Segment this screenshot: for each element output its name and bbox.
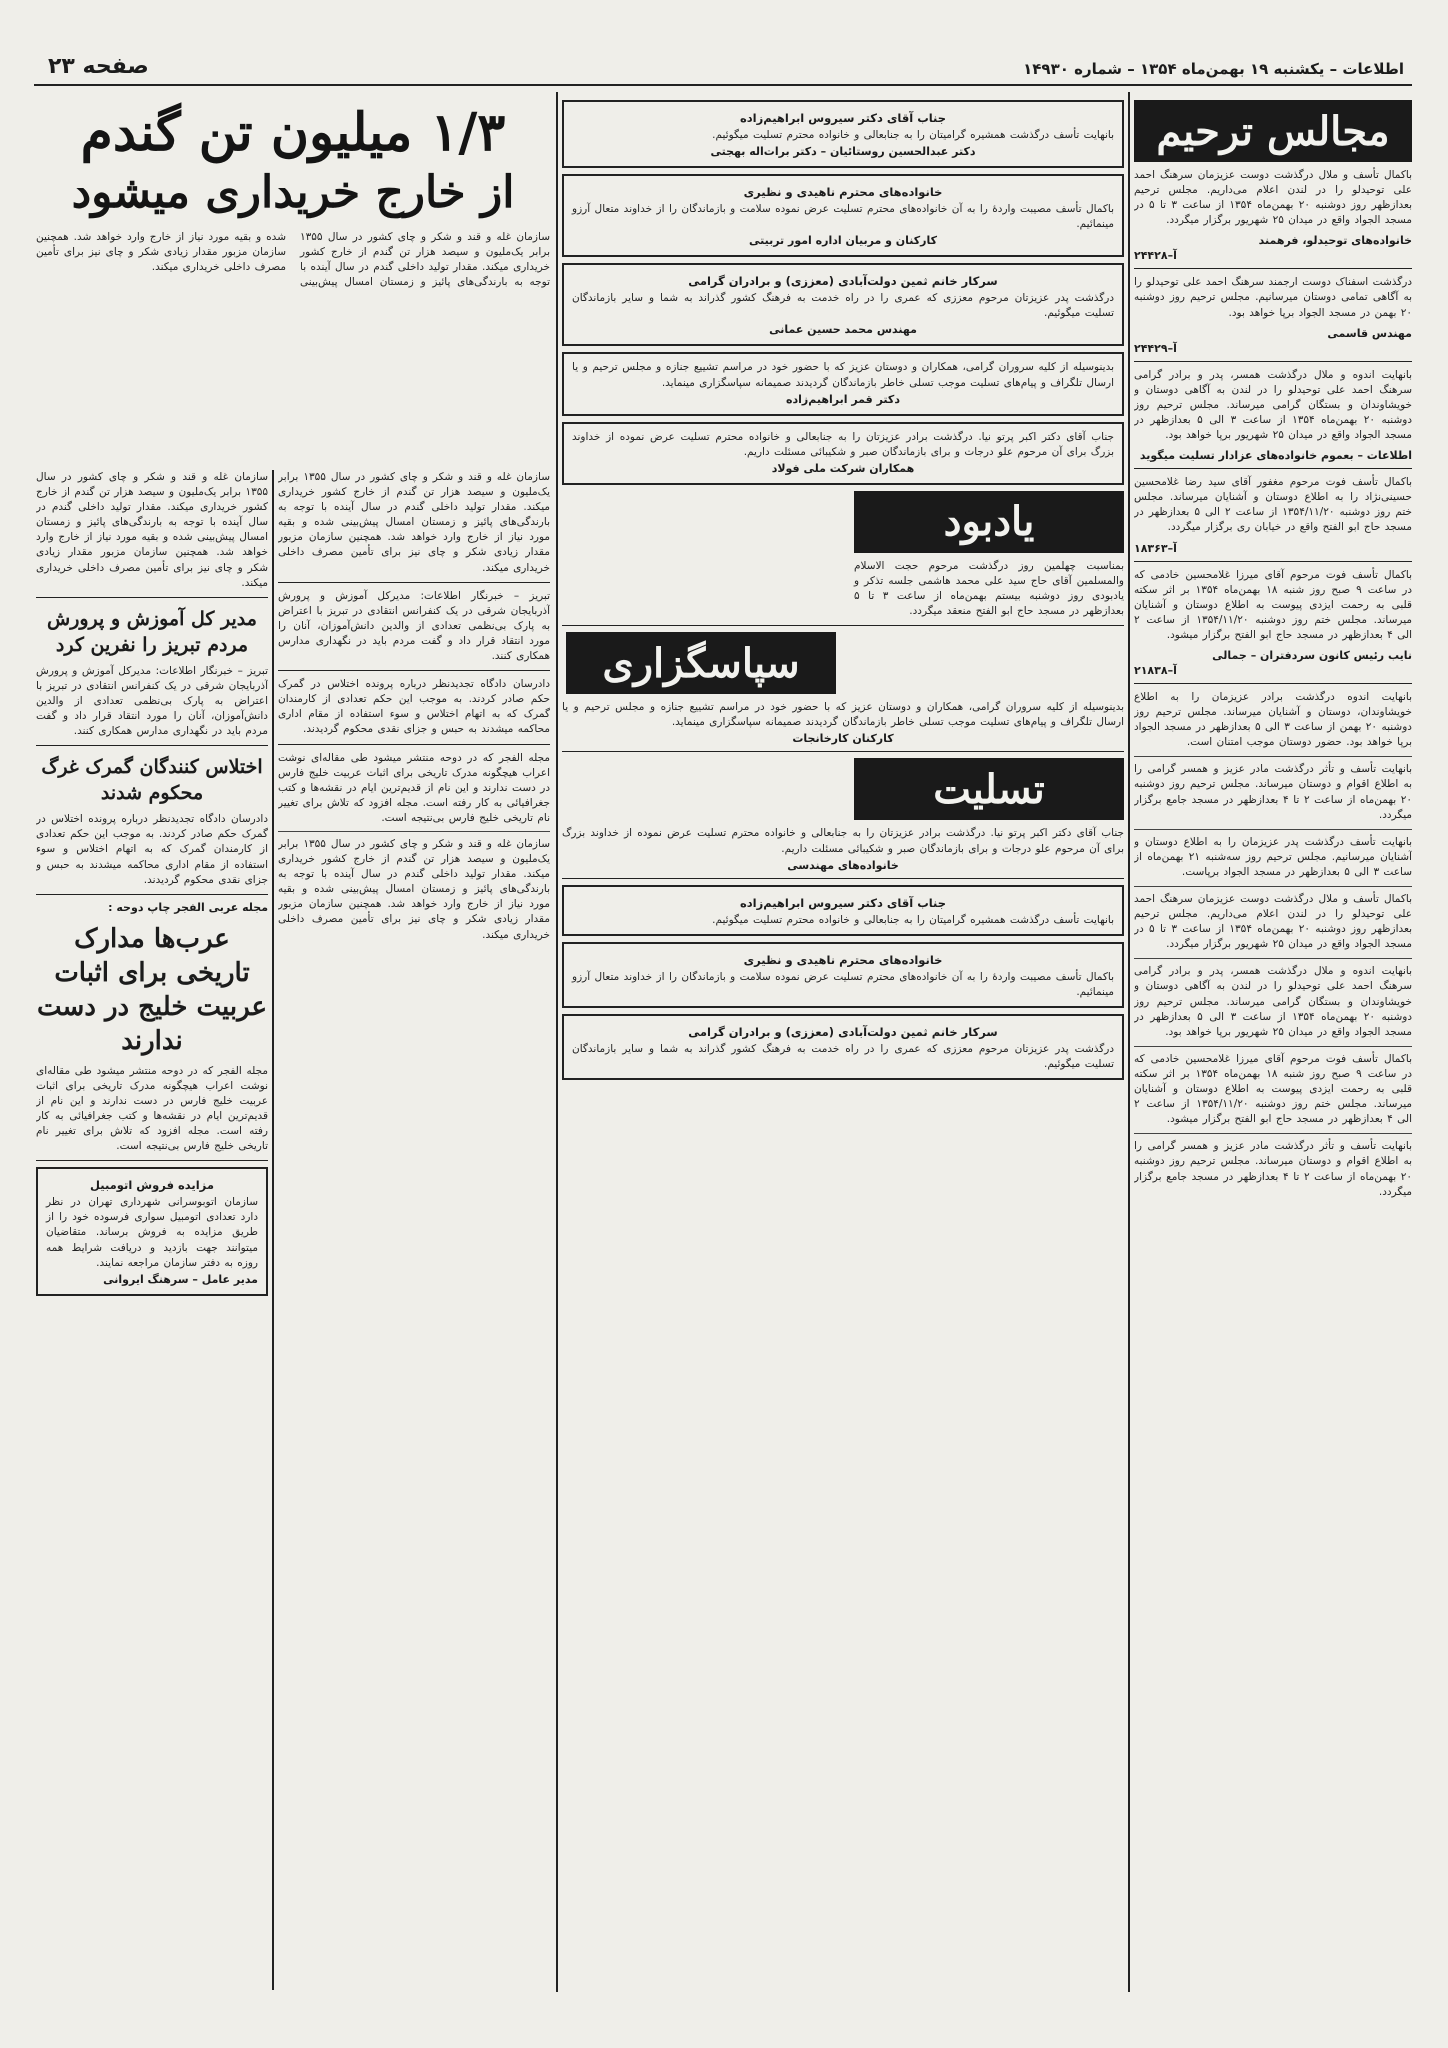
notice: بانهایت اندوه و ملال درگذشت همسر، پدر و برادر گرامی سرهنگ احمد علی توحیدلو را در لندن به آگاهی دوستان و خویشاوندان و بستگان گرامی میرساند. مجلس ترحیم روز دوشنبه ۲۰ بهمن‌ماه ۱۳۵۴ از ساعت ۳ الی ۵ بعدازظهر در مسجد الجواد واقع در میدان ۲۵ شهریور برپا خواهد بود. [1134,965,1412,1038]
obituaries-banner: مجالس ترحیم [1134,100,1412,162]
condolence-signature: خانواده‌های مهندسی [787,858,899,872]
notice: بانهایت اندوه درگذشت برادر عزیزمان را به اطلاع خویشاوندان، دوستان و آشنایان میرساند. مجلس ترحیم روز دوشنبه ۲۰ بهمن از ساعت ۳ الی ۵ بعدازظهر در مسجد الجواد برپا خواهد بود. حضور دوستان موجب امتنان است. [1134,690,1412,749]
divider [1134,683,1412,684]
box-body: درگذشت پدر عزیزتان مرحوم معززی که عمری را در راه خدمت به فرهنگ کشور گذراند به شما و سایر بازماندگان تسلیت میگوئیم. [572,292,1114,320]
main-headline-top: ۱/۳ میلیون تن گندم [80,102,506,163]
condolence-box [562,1014,1124,1080]
divider [36,597,268,598]
column-rule-right [1128,92,1130,1992]
condolence-box [562,422,1124,485]
customs-story: دادرسان دادگاه تجدیدنظر درباره پرونده اختلاس در گمرک حکم صادر کردند. به موجب این حکم تعدادی از کارمندان گمرک که به اتهام اختلاس و سوء استفاده از مقام اداری محاکمه میشدند به حبس و جزای نقدی محکوم گردیدند. [36,813,268,886]
thanks-text: بدینوسیله از کلیه سروران گرامی، همکاران و دوستان عزیز که با حضور خود در مراسم تشییع جنازه و مجلس ترحیم و یا ارسال تلگراف و پیام‌های تسلیت موجب تسلی خاطر بازماندگان گردیدند صمیمانه سپاسگزاری مینماید. [562,701,1124,729]
page-number: صفحه ۲۳ [48,54,149,79]
notice: بانهایت تأسف و تأثر درگذشت مادر عزیز و همسر گرامی را به اطلاع اقوام و دوستان میرساند. مجلس ترحیم روز دوشنبه ۲۰ بهمن‌ماه از ساعت ۲ تا ۴ بعدازظهر در مسجد جامع برگزار میگردد. [1134,763,1412,821]
notice: باکمال تأسف فوت مرحوم مغفور آقای سید رضا غلامحسین حسینی‌نژاد را به اطلاع دوستان و آشنایان میرساند. مجلس ختم روز دوشنبه ۱۳۵۴/۱۱/۲۰ از ساعت ۲ الی ۵ بعدازظهر در مسجد حاج ابو الفتح واقع در خیابان ری برگزار میگردد. [1134,476,1412,534]
box-signature: دکتر قمر ابراهیم‌زاده [786,392,900,406]
notice: باکمال تأسف فوت مرحوم آقای میرزا غلامحسین خادمی که در ساعت ۹ صبح روز شنبه ۱۸ بهمن‌ماه ۱۳۵۴ بر اثر سکته قلبی به رحمت ایزدی پیوست به اطلاع دوستان و آشنایان میرساند. مجلس ختم روز دوشنبه ۱۳۵۴/۱۱/۲۰ از ساعت ۲ الی ۴ بعدازظهر در مسجد حاج ابو الفتح برگزار میشود. [1134,1052,1412,1126]
ad-number: آ–۲۴۴۲۹ [1134,341,1177,355]
box-title: سرکار خانم ثمین دولت‌آبادی (معززی) و برادران گرامی [688,274,998,289]
divider [1134,268,1412,269]
box-body: درگذشت پدر عزیزتان مرحوم معززی که عمری را در راه خدمت به فرهنگ کشور گذراند به شما و سایر بازماندگان تسلیت میگوئیم. [572,1042,1114,1070]
condolence-box [562,174,1124,257]
box-body: باکمال تأسف مصیبت واردۀ را به آن خانواده‌های محترم تسلیت عرض نموده سلامت و بازماندگان را از خداوند متعال آرزو مینمائیم. [572,970,1114,998]
notice-signature: اطلاعات – بعموم خانواده‌های عزادار تسلیت میگوید [1139,449,1412,463]
ad-number: آ–۱۸۳۶۳ [1134,541,1177,555]
tabriz-headline: مدیر کل آموزش و پرورش مردم تبریز را نفرین کرد [47,607,257,656]
ad-number: آ–۲۴۴۲۸ [1134,249,1177,263]
gulf-headline: عرب‌ها مدارک تاریخی برای اثبات عربیت خلیج در دست ندارند [37,923,267,1056]
customs-story-cont: دادرسان دادگاه تجدیدنظر درباره پرونده اختلاس در گمرک حکم صادر کردند. به موجب این حکم تعدادی از کارمندان گمرک که به اتهام اختلاس و سوء استفاده از مقام اداری محاکمه میشدند به حبس و جزای نقدی محکوم گردیدند. [278,678,550,736]
divider [36,894,268,895]
box-body: بانهایت تأسف درگذشت همشیره گرامیتان را به جنابعالی و خانواده محترم تسلیت میگوئیم. [712,913,1114,926]
memorial-banner: یادبود [854,491,1124,553]
page-header [34,52,1412,86]
box-signature: دکتر عبدالحسین روستائیان – دکتر برات‌اله بهجتی [710,145,976,159]
divider [278,744,550,745]
memorial-text: بمناسبت چهلمین روز درگذشت مرحوم حجت الاسلام والمسلمین آقای حاج سید علی محمد هاشمی جلسه تذکر و یادبودی روز دوشنبه بیستم بهمن‌ماه از ساعت ۳ تا ۵ بعدازظهر در مسجد حاج ابو الفتح منعقد میگردد. [854,559,1124,618]
main-headline-bottom: از خارج خریداری میشود [71,167,515,218]
divider [278,670,550,671]
auction-signature: مدیر عامل – سرهنگ ایروانی [103,1272,258,1286]
divider [36,1160,268,1161]
box-signature: همکاران شرکت ملی فولاد [771,461,915,475]
thanks-banner: سپاسگزاری [566,632,836,694]
wheat-story: سازمان غله و قند و شکر و چای کشور در سال ۱۳۵۵ برابر یک‌ملیون و سیصد هزار تن گندم از خارج کشور خریداری میکند. مقدار تولید داخلی گندم در سال آینده با توجه به بارندگی‌های پائیز و زمستان امسال پیش‌بینی شده و بقیه مورد نیاز از خارج وارد خواهد شد. همچنین سازمان مزبور مقدار زیادی شکر و چای نیز برای تأمین مصرف داخلی خریداری میکند. [36,231,550,289]
divider [1134,958,1412,959]
notice: باکمال تأسف فوت مرحوم آقای میرزا غلامحسین خادمی که در ساعت ۹ صبح روز شنبه ۱۸ بهمن‌ماه ۱۳۵۴ بر اثر سکته قلبی به رحمت ایزدی پیوست به اطلاع دوستان و آشنایان میرساند. مجلس ختم روز دوشنبه ۱۳۵۴/۱۱/۲۰ از ساعت ۲ الی ۴ بعدازظهر در مسجد حاج ابو الفتح برگزار میشود. [1134,568,1412,641]
box-body: بانهایت تأسف درگذشت همشیره گرامیتان را به جنابعالی و خانواده محترم تسلیت میگوئیم. [712,129,1114,141]
box-signature: مهندس محمد حسین عمانی [769,323,917,337]
gulf-kicker: مجله عربی الفجر چاپ دوحه : [108,900,268,914]
condolence-box [562,352,1124,415]
column-rule-mid [556,92,558,1992]
thanks-signature: کارکنان کارخانجات [792,732,894,746]
box-title: جناب آقای دکتر سیروس ابراهیم‌زاده [739,111,947,125]
condolence-box [562,885,1124,936]
divider [1134,561,1412,562]
ad-number: آ–۲۱۸۳۸ [1134,663,1177,677]
notice: بانهایت اندوه و ملال درگذشت همسر، پدر و برادر گرامی سرهنگ احمد علی توحیدلو را در لندن به آگاهی دوستان و خویشاوندان و بستگان گرامی میرساند. مجلس ترحیم روز دوشنبه ۲۰ بهمن‌ماه ۱۳۵۴ از ساعت ۳ الی ۵ بعدازظهر در مسجد الجواد واقع در میدان ۲۵ شهریور برپا خواهد بود. [1134,368,1412,442]
divider [1134,756,1412,757]
notice: باکمال تأسف و ملال درگذشت دوست عزیزمان سرهنگ احمد علی توحیدلو را در لندن اعلام می‌داریم. مجلس ترحیم بعدازظهر روز دوشنبه ۲۰ بهمن‌ماه ۱۳۵۴ از ساعت ۳ تا ۵ در مسجد الجواد واقع در میدان ۲۵ شهریور برگزار میگردد. [1134,893,1412,951]
divider [278,582,550,583]
box-title: سرکار خانم ثمین دولت‌آبادی (معززی) و برادران گرامی [688,1024,998,1039]
divider [1134,829,1412,830]
box-body: جناب آقای دکتر اکبر پرتو نیا. درگذشت برادر عزیزتان را به جنابعالی و خانواده محترم تسلیت عرض نموده از خداوند بزرگ برای آن مرحوم علو درجات و برای بازماندگان صبر و شکیبائی مسئلت داریم. [572,430,1114,458]
condolences-column [562,94,1124,1994]
divider [562,878,1124,879]
gulf-story-cont2: سازمان غله و قند و شکر و چای کشور در سال ۱۳۵۵ برابر یک‌ملیون و سیصد هزار تن گندم از خارج کشور خریداری میکند. مقدار تولید داخلی گندم در سال آینده با توجه به بارندگی‌های پائیز و زمستان امسال پیش‌بینی شده و بقیه مورد نیاز از خارج وارد خواهد شد. همچنین سازمان مزبور مقدار زیادی شکر و چای نیز برای تأمین مصرف داخلی خریداری میکند. [278,837,550,941]
notice: درگذشت اسفناک دوست ارجمند سرهنگ احمد علی توحیدلو را به آگاهی تمامی دوستان میرسانیم. مجلس ترحیم روز دوشنبه ۲۰ بهمن در مسجد الجواد برپا خواهد بود. [1134,276,1412,319]
divider [1134,468,1412,469]
notice: باکمال تأسف و ملال درگذشت دوست عزیزمان سرهنگ احمد علی توحیدلو را در لندن اعلام می‌داریم. مجلس ترحیم بعدازظهر روز دوشنبه ۲۰ بهمن‌ماه ۱۳۵۴ از ساعت ۳ تا ۵ در مسجد الجواد واقع در میدان ۲۵ شهریور برگزار میگردد. [1134,169,1412,227]
box-title: خانواده‌های محترم ناهیدی و نظیری [743,952,943,967]
gulf-story: مجله الفجر که در دوحه منتشر میشود طی مقاله‌ای نوشت اعراب هیچگونه مدرک تاریخی برای اثبات عربیت خلیج فارس در دست ندارند و این نام از قدیم‌ترین ایام در نقشه‌ها و کتب جغرافیائی به کار رفته است. مجله افزود که تلاش برای تغییر نام تاریخی خلیج فارس بی‌نتیجه است. [36,1064,268,1153]
notice-signature: خانواده‌های توحیدلو، فرهمند [1258,234,1412,248]
box-title: جناب آقای دکتر سیروس ابراهیم‌زاده [739,895,947,910]
wheat-story-cont: سازمان غله و قند و شکر و چای کشور در سال ۱۳۵۵ برابر یک‌ملیون و سیصد هزار تن گندم از خارج کشور خریداری میکند. مقدار تولید داخلی گندم در سال آینده با توجه به بارندگی‌های پائیز و زمستان امسال پیش‌بینی شده و بقیه مورد نیاز از خارج وارد خواهد شد. همچنین سازمان مزبور مقدار زیادی شکر و چای نیز برای تأمین مصرف داخلی خریداری میکند. [278,471,550,574]
header-date: اطلاعات – یکشنبه ۱۹ بهمن‌ماه ۱۳۵۴ – شماره ۱۴۹۳۰ [1023,60,1404,78]
box-body: بدینوسیله از کلیه سروران گرامی، همکاران و دوستان عزیز که با حضور خود در مراسم تشییع جنازه و مجلس ترحیم و یا ارسال تلگراف و پیام‌های تسلیت موجب تسلی خاطر بازماندگان گردیدند صمیمانه سپاسگزاری مینماید. [572,361,1114,389]
condolence-text: جناب آقای دکتر اکبر پرتو نیا. درگذشت برادر عزیزتان را به جنابعالی و خانواده محترم تسلیت عرض نموده از خداوند بزرگ برای آن مرحوم علو درجات و برای بازماندگان صبر و شکیبائی مسئلت داریم. [562,827,1124,855]
notice-signature: مهندس قاسمی [1327,326,1412,340]
condolence-banner: تسلیت [854,758,1124,820]
notice: بانهایت تأسف و تأثر درگذشت مادر عزیز و همسر گرامی را به اطلاع اقوام و دوستان میرساند. مجلس ترحیم روز دوشنبه ۲۰ بهمن‌ماه از ساعت ۲ تا ۴ بعدازظهر در مسجد جامع برگزار میگردد. [1134,1140,1412,1198]
divider [1134,1046,1412,1047]
wheat-story-cont: سازمان غله و قند و شکر و چای کشور در سال ۱۳۵۵ برابر یک‌ملیون و سیصد هزار تن گندم از خارج کشور خریداری میکند. مقدار تولید داخلی گندم در سال آینده با توجه به بارندگی‌های پائیز و زمستان امسال پیش‌بینی شده و بقیه مورد نیاز از خارج وارد خواهد شد. همچنین سازمان مزبور مقدار زیادی شکر و چای نیز برای تأمین مصرف داخلی خریداری میکند. [36,471,268,589]
divider [36,745,268,746]
box-title: خانواده‌های محترم ناهیدی و نظیری [743,185,943,200]
divider [1134,1133,1412,1134]
customs-headline: اختلاس کنندگان گمرک غرگ محکوم شدند [41,756,263,805]
condolence-box [562,263,1124,346]
auction-title: مزایده فروش اتومبیل [90,1178,214,1193]
condolence-box [562,942,1124,1008]
tabriz-story: تبریز – خبرنگار اطلاعات: مدیرکل آموزش و پرورش آذربایجان شرقی در یک کنفرانس انتقادی در تبریز با اعتراض به پارک بی‌نظمی تعدادی از والدین دانش‌آموزان، آنان را مورد انتقاد قرار داد و گفت مردم باید در نگهداری مدارس همکاری کنند. [36,664,268,738]
box-signature: کارکنان و مربیان اداره امور تربیتی [748,234,938,248]
divider [278,831,550,832]
divider [562,625,1124,626]
news-subcolumn-right [278,470,550,1990]
divider [1134,361,1412,362]
notice-signature: نایب رئیس کانون سردفتران – جمالی [1212,648,1412,662]
box-body: باکمال تأسف مصیبت واردۀ را به آن خانواده‌های محترم تسلیت عرض نموده سلامت و بازماندگان را از خداوند متعال آرزو مینمائیم. [572,203,1114,231]
tabriz-story-cont: تبریز – خبرنگار اطلاعات: مدیرکل آموزش و پرورش آذربایجان شرقی در یک کنفرانس انتقادی در تبریز با اعتراض به پارک بی‌نظمی تعدادی از والدین دانش‌آموزان، آنان را مورد انتقاد قرار داد و گفت مردم باید در نگهداری مدارس همکاری کنند. [278,589,550,663]
news-subcolumn-left [36,470,268,1990]
divider [1134,886,1412,887]
notice: بانهایت تأسف درگذشت پدر عزیزمان را به اطلاع دوستان و آشنایان میرسانیم. مجلس ترحیم روز سه‌شنبه ۲۱ بهمن‌ماه از ساعت ۳ الی ۵ بعدازظهر در مسجد الجواد برپاست. [1134,835,1412,878]
auction-text: سازمان اتوبوسرانی شهرداری تهران در نظر دارد تعدادی اتومبیل سواری فرسوده خود را از طریق مزایده به فروش برساند. متقاضیان میتوانند جهت بازدید و دریافت شرایط همه روزه به دفتر سازمان مراجعه نمایند. [46,1196,258,1269]
auction-ad [36,1167,268,1295]
obituaries-column [1134,94,1412,1994]
gulf-story-cont: مجله الفجر که در دوحه منتشر میشود طی مقاله‌ای نوشت اعراب هیچگونه مدرک تاریخی برای اثبات عربیت خلیج فارس در دست ندارند و این نام از قدیم‌ترین ایام در نقشه‌ها و کتب جغرافیائی به کار رفته است. مجله افزود که تلاش برای تغییر نام تاریخی خلیج فارس بی‌نتیجه است. [278,751,550,824]
divider [562,751,1124,752]
condolence-box [562,100,1124,168]
